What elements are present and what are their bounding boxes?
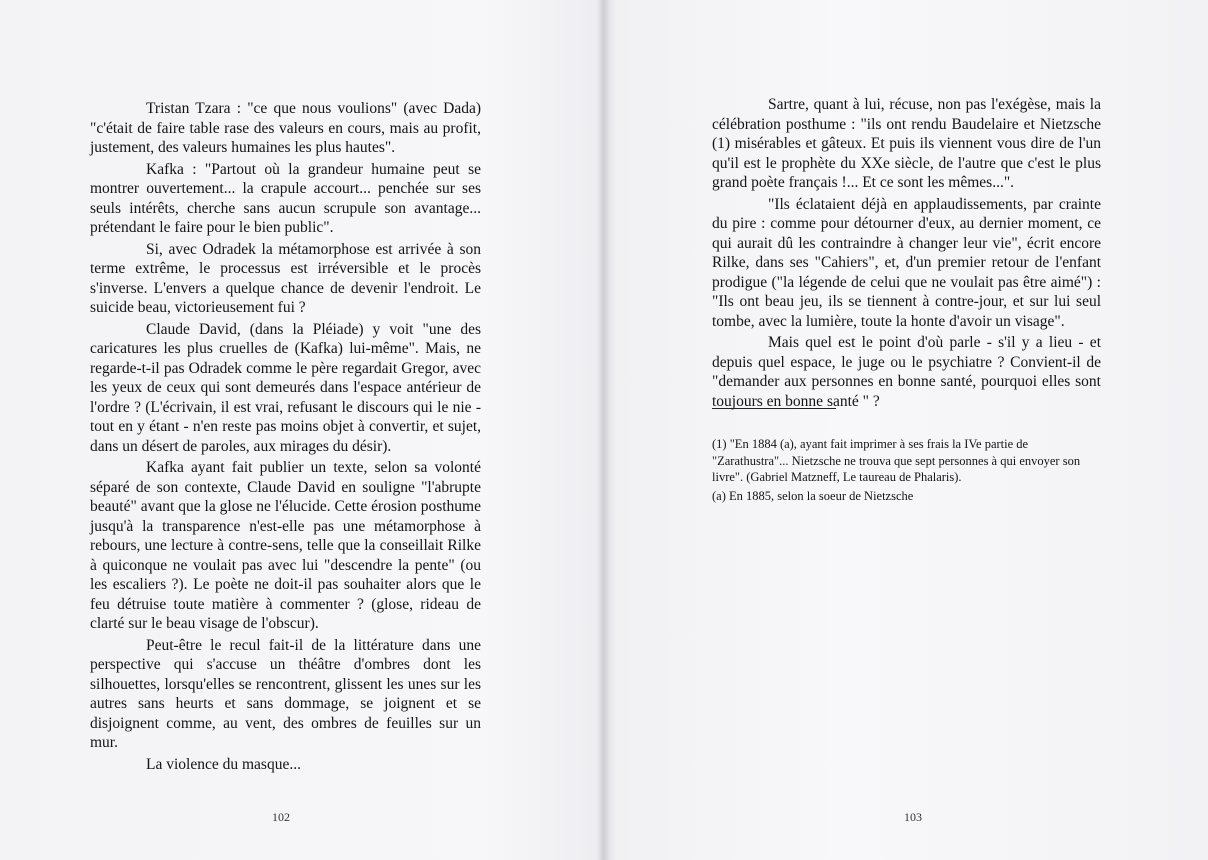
paragraph: Si, avec Odradek la métamorphose est arrivée à son terme extrême, le processus est irréversible et le procès s'inverse. L'envers a quelque chance de devenir l'endroit. Le suicide beau, victorieusement fui ? — [90, 240, 481, 316]
paragraph: Tristan Tzara : "ce que nous voulions" (avec Dada) "c'était de faire table rase des valeurs en cours, mais au profit, justement, des valeurs humaines les plus hautes". — [90, 100, 481, 156]
paragraph: La violence du masque... — [146, 755, 301, 773]
left-page — [0, 0, 600, 860]
page-number: 102 — [272, 810, 290, 824]
paragraph: Claude David, (dans la Pléiade) y voit "une des caricatures les plus cruelles de (Kafka) lui-même". Mais, ne regarde-t-il pas Odradek comme le père regardait Gregor, avec les yeux de ceux qui sont demeurés dans l'espace antérieur de l'ordre ? (L'écrivain, il est vrai, refusant le discours qui le nie - tout en y étant - n'en reste pas moins objet à convertir, et sujet, dans un désert de paroles, aux mirages du désir). — [90, 320, 481, 455]
right-page-body — [712, 95, 1101, 413]
paragraph: Peut-être le recul fait-il de la littérature dans une perspective qui s'accuse un théâtre d'ombres dont les silhouettes, lorsqu'elles se rencontrent, glissent les unes sur les autres sans heurts et sans dommage, se joignent et se disjoignent comme, au vent, des ombres de feuilles sur un mur. — [90, 636, 481, 751]
footnote: (a) En 1885, selon la soeur de Nietzsche — [712, 488, 914, 503]
paragraph: "Ils éclataient déjà en applaudissements, par crainte du pire : comme pour détourner d'eux, au dernier moment, ce qui aurait dû les contraindre à changer leur vie", écrit encore Rilke, dans ses "Cahiers", et, d'un premier retour de l'enfant prodigue ("la légende de celui que ne voulait pas être aimé") : "Ils ont beau jeu, ils se tiennent à contre-jour, et sur lui seul tombe, avec la lumière, toute la honte d'avoir un visage". — [712, 195, 1101, 330]
left-page-body — [90, 99, 481, 776]
paragraph: Mais quel est le point d'où parle - s'il y a lieu - et depuis quel espace, le juge ou le psychiatre ? Convient-il de "demander aux personnes en bonne santé, pourquoi elles sont toujours en bonne santé " ? — [712, 334, 1101, 410]
footnote-rule — [712, 408, 836, 409]
footnotes — [712, 436, 1101, 506]
page-number: 103 — [904, 810, 922, 824]
right-page — [608, 0, 1208, 860]
paragraph: Sartre, quant à lui, récuse, non pas l'exégèse, mais la célébration posthume : "ils ont rendu Baudelaire et Nietzsche (1) misérables et gâteux. Et puis ils viennent vous dire de l'un qu'il est le prophète du XXe siècle, de l'autre que c'est le plus grand poète français !... Et ce sont les mêmes...". — [712, 96, 1101, 191]
footnote: (1) "En 1884 (a), ayant fait imprimer à ses frais la IVe partie de "Zarathustra"... Nietzsche ne trouva que sept personnes à qui envoyer son livre". (Gabriel Matzneff, Le taureau de Phalaris). — [712, 437, 1081, 484]
paragraph: Kafka : "Partout où la grandeur humaine peut se montrer ouvertement... la crapule accourt... penchée sur ses seuls intérêts, cherche sans aucun scrupule son avantage... prétendant le faire pour le bien public". — [90, 160, 481, 236]
paragraph: Kafka ayant fait publier un texte, selon sa volonté séparé de son contexte, Claude David en souligne "l'abrupte beauté" avant que la glose ne l'élucide. Cette érosion posthume jusqu'à la transparence n'est-elle pas une métamorphose à rebours, une lecture à contre-sens, telle que la conseillait Rilke à quiconque ne voulait pas avec lui "descendre la pente" (ou les escaliers ?). Le poète ne doit-il pas souhaiter alors que le feu détruise toute matière à commenter ? (glose, rideau de clarté sur le beau visage de l'obscur). — [90, 459, 481, 632]
